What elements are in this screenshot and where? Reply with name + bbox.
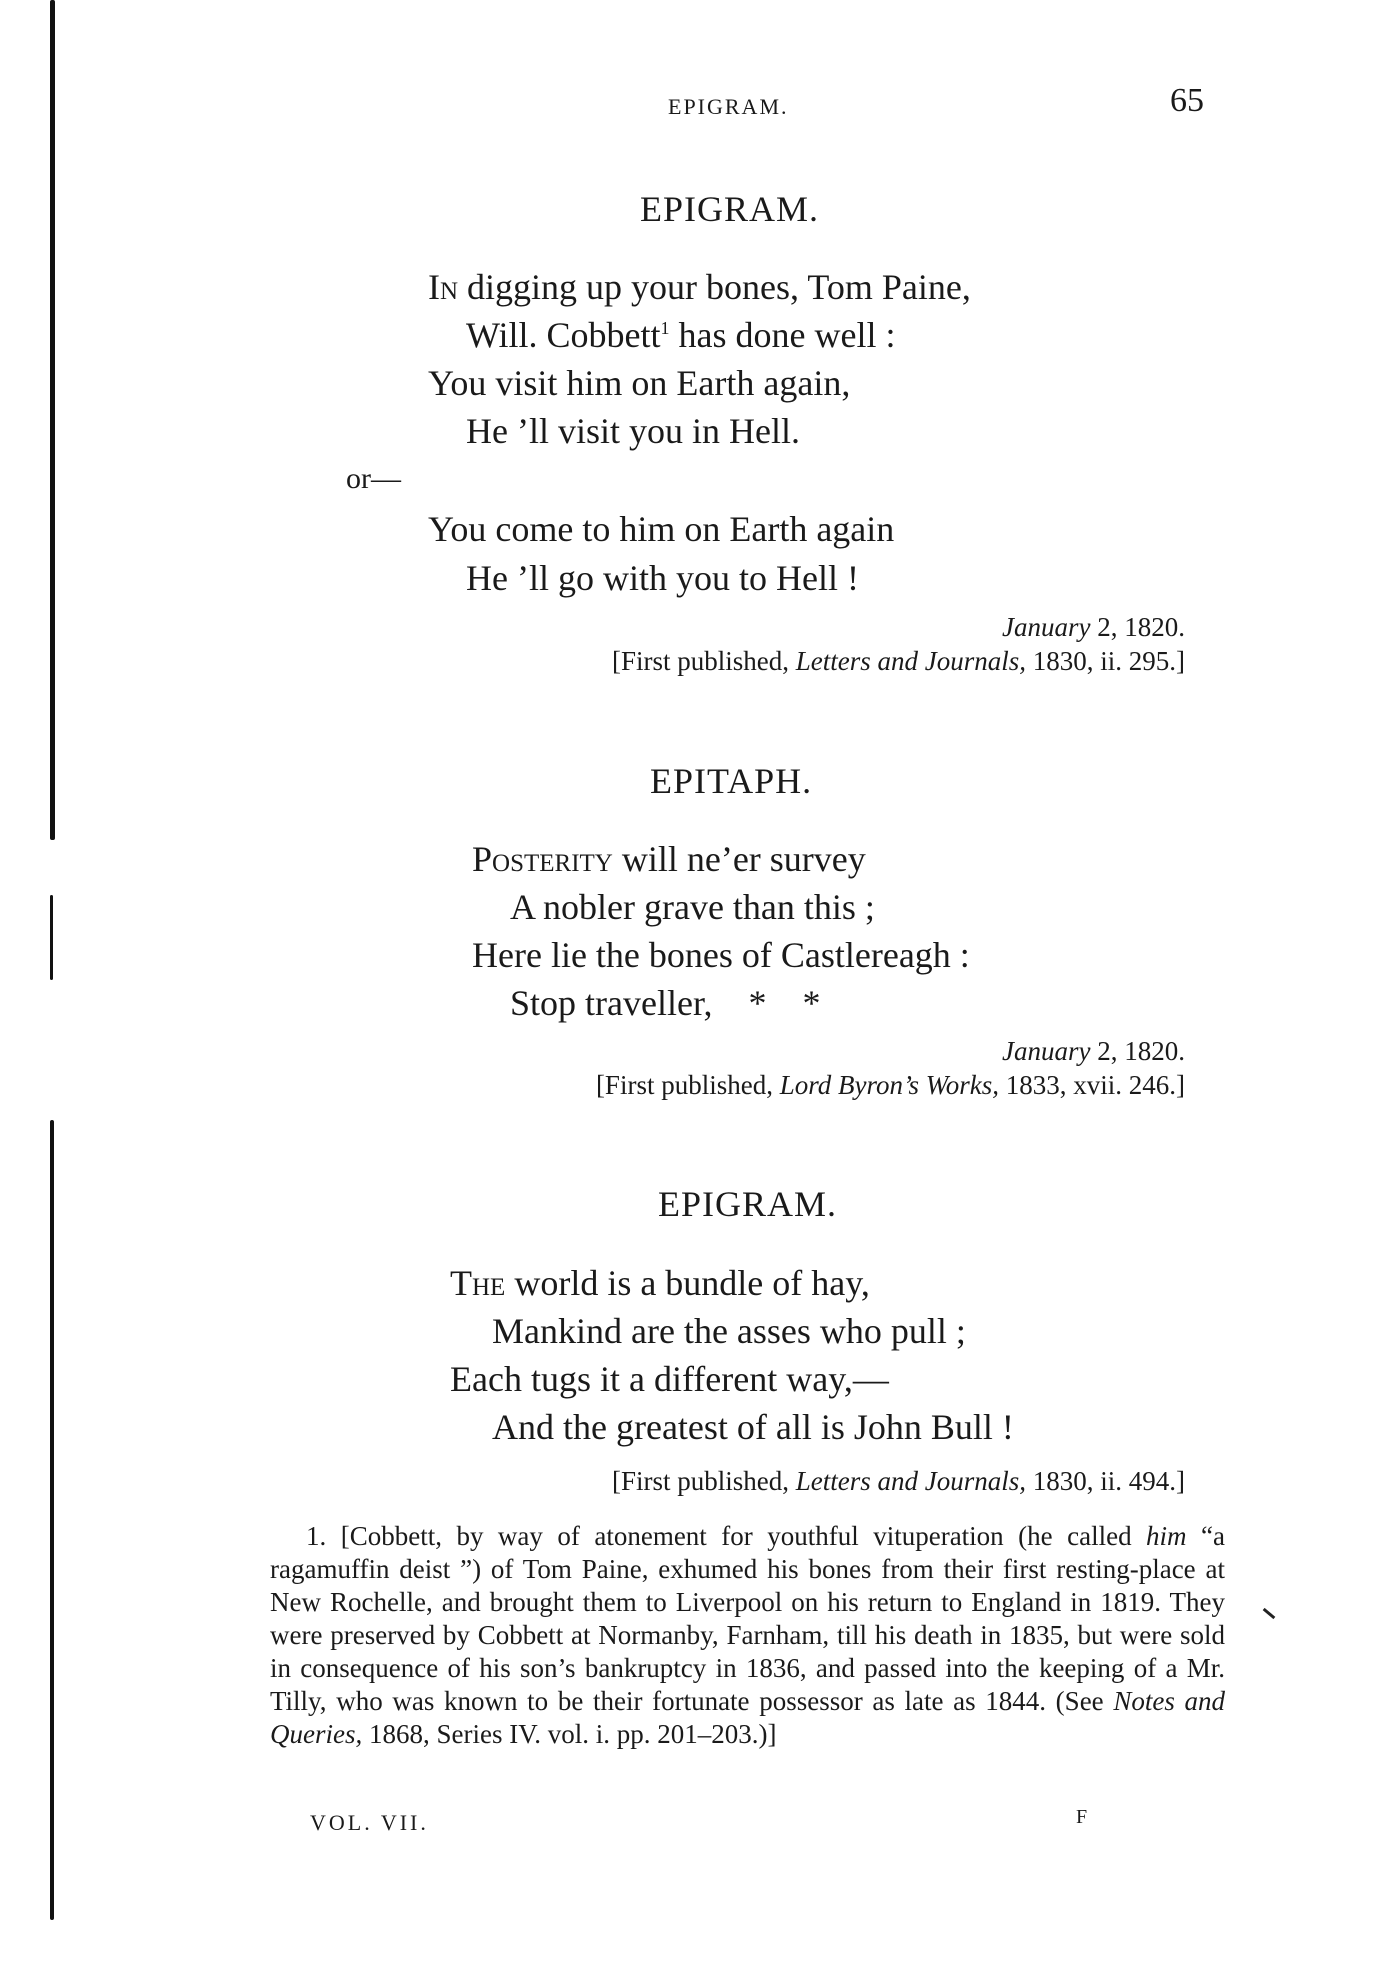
verse-line: He ’ll go with you to Hell ! <box>466 558 859 598</box>
verse-line: Here lie the bones of Castlereagh : <box>472 935 970 975</box>
running-title: EPIGRAM. <box>668 94 789 119</box>
verse-lead: The <box>450 1263 506 1303</box>
verse-line: Mankind are the asses who pull ; <box>492 1311 966 1351</box>
verse-line: Stop traveller, * * <box>510 983 821 1023</box>
footnote: 1. [Cobbett, by way of atonement for youthful vituperation (he called him “a ragamuffin deist ”) of Tom Paine, exhumed his bones from their first resting-place at New Rochelle, and brought them to Liverpool on his return to England in 1819. They were preserved by Cobbett at Normanby, Farnham, till his death in 1835, but were sold in consequence of his son’s bankruptcy in 1836, and passed into the keeping of a Mr. Tilly, who was known to be their fortunate possessor as late as 1844. (See Notes and Queries, 1868, Series IV. vol. i. pp. 201–203.)] <box>270 1521 1225 1749</box>
verse-line <box>450 1262 870 1304</box>
verse-text: Will. Cobbett <box>466 315 661 355</box>
publication-note: [First published, Letters and Journals, 1830, ii. 295.] <box>611 646 1185 676</box>
verse-line <box>472 838 866 880</box>
verse-line: And the greatest of all is John Bull ! <box>492 1407 1014 1447</box>
verse-rest: will ne’er survey <box>612 839 866 879</box>
poem-date: January 2, 1820. <box>1002 1036 1185 1066</box>
verse-line <box>428 266 971 308</box>
verse-rest: digging up your bones, Tom Paine, <box>458 267 971 307</box>
publication-note: [First published, Lord Byron’s Works, 1833, xvii. 246.] <box>595 1070 1185 1100</box>
verse-lead: Posterity <box>472 839 613 879</box>
poem-title: EPITAPH. <box>650 761 813 801</box>
verse-rest: world is a bundle of hay, <box>505 1263 870 1303</box>
poem-title: EPIGRAM. <box>658 1184 838 1224</box>
verse-line: Each tugs it a different way,— <box>450 1359 889 1399</box>
footnote-ref: 1 <box>660 318 670 338</box>
variant-label: or— <box>346 462 401 495</box>
binding-edge <box>50 0 55 840</box>
verse-line: You come to him on Earth again <box>428 509 895 549</box>
verse-line: He ’ll visit you in Hell. <box>466 411 800 451</box>
poem-date: January 2, 1820. <box>1002 612 1185 642</box>
volume-label: VOL. VII. <box>310 1810 429 1835</box>
verse-line: You visit him on Earth again, <box>428 363 851 403</box>
signature-mark: F <box>1076 1806 1091 1828</box>
binding-edge <box>50 895 53 980</box>
binding-edge <box>50 1120 54 1920</box>
publication-note: [First published, Letters and Journals, 1830, ii. 494.] <box>611 1466 1185 1496</box>
scan-mark <box>1263 1608 1276 1619</box>
verse-text: has done well : <box>669 315 896 355</box>
page-number: 65 <box>1170 82 1204 119</box>
poem-title: EPIGRAM. <box>640 189 820 229</box>
verse-lead: In <box>428 267 459 307</box>
verse-line: A nobler grave than this ; <box>510 887 875 927</box>
verse-line <box>466 314 896 356</box>
